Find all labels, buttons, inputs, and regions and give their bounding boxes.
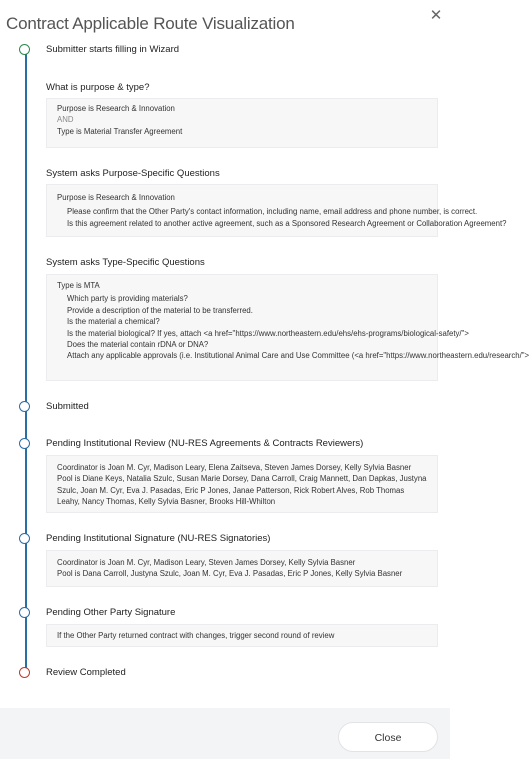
step-detail-box [46, 98, 438, 148]
detail-item: Is the material a chemical? [67, 317, 160, 327]
modal-title: Contract Applicable Route Visualization [6, 14, 295, 33]
step-label: What is purpose & type? [46, 82, 150, 93]
step-label: Submitted [46, 401, 89, 412]
timeline-node [19, 438, 30, 449]
timeline-line [25, 49, 27, 673]
detail-item: Attach any applicable approvals (i.e. Institutional Animal Care and Use Committee (<a href="https://www.northeastern.edu/research/"> [67, 351, 529, 361]
detail-line: AND [57, 115, 74, 125]
close-button[interactable]: Close [338, 722, 438, 752]
detail-item: Which party is providing materials? [67, 294, 188, 304]
detail-item: Provide a description of the material to be transferred. [67, 305, 253, 315]
detail-line: Coordinator is Joan M. Cyr, Madison Leary, Steven James Dorsey, Kelly Sylvia Basner [57, 558, 356, 567]
detail-item: Is the material biological? If yes, attach <a href="https://www.northeastern.edu/ehs/ehs-programs/biological-safety/"> [67, 328, 469, 338]
detail-line: Pool is Diane Keys, Natalia Szulc, Susan Marie Dorsey, Dana Carroll, Craig Mannett, Dan Dapkas, Justyna Szulc, Joan M. Cyr, Eva J. Pasadas, Eric P Jones, Janae Patterson, Rick Robert Alves, Rob Thomas Leahy, Nancy Thomas, Kelly Sylvia Basner, Brooks Hill-Whilton [57, 474, 427, 507]
step-label: Review Completed [46, 667, 126, 678]
detail-line: Type is Material Transfer Agreement [57, 126, 183, 136]
close-icon[interactable]: ✕ [429, 7, 443, 24]
step-label: Pending Other Party Signature [46, 607, 176, 618]
step-detail-box [46, 184, 507, 237]
timeline-node-start [19, 44, 30, 55]
timeline-node [19, 533, 30, 544]
detail-heading: Purpose is Research & Innovation [57, 193, 175, 202]
step-detail-box [46, 274, 529, 381]
detail-line: Coordinator is Joan M. Cyr, Madison Leary, Elena Zaitseva, Steven James Dorsey, Kelly Sylvia Basner [57, 463, 412, 472]
step-label: Pending Institutional Signature (NU-RES Signatories) [46, 533, 271, 544]
detail-line: Purpose is Research & Innovation [57, 104, 175, 113]
step-detail-box [46, 550, 438, 587]
timeline-node-end [19, 667, 30, 678]
detail-line: If the Other Party returned contract with changes, trigger second round of review [57, 631, 335, 640]
detail-item: Please confirm that the Other Party's contact information, including name, email address and phone number, is correct. [67, 207, 478, 217]
detail-item: Does the material contain rDNA or DNA? [67, 340, 209, 350]
step-label: System asks Type-Specific Questions [46, 257, 205, 268]
step-label: Pending Institutional Review (NU-RES Agreements & Contracts Reviewers) [46, 438, 364, 449]
detail-item: Is this agreement related to another active agreement, such as a Sponsored Research Agreement or Collaboration Agreement? [67, 218, 507, 228]
step-label: Submitter starts filling in Wizard [46, 44, 180, 55]
step-detail-box [46, 624, 438, 647]
step-detail-box [46, 455, 438, 513]
timeline-node [19, 401, 30, 412]
detail-heading: Type is MTA [57, 281, 100, 290]
timeline-node [19, 607, 30, 618]
step-label: System asks Purpose-Specific Questions [46, 168, 220, 179]
detail-line: Pool is Dana Carroll, Justyna Szulc, Joan M. Cyr, Eva J. Pasadas, Eric P Jones, Kelly Sylvia Basner [57, 569, 403, 579]
modal-footer [0, 708, 450, 759]
